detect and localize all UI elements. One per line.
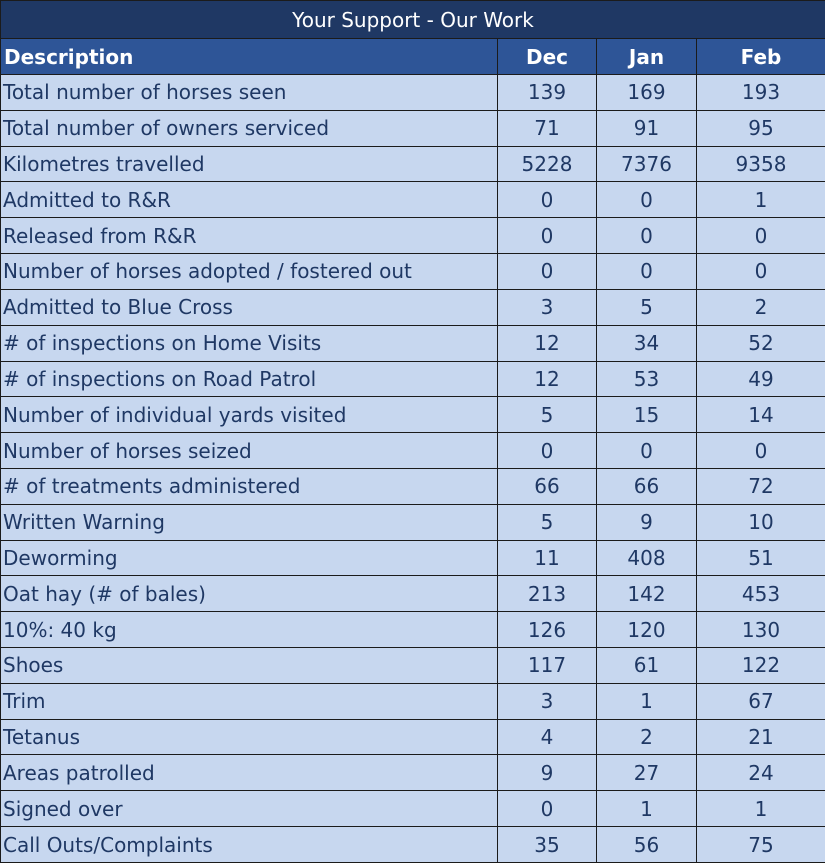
table-row	[1, 110, 825, 146]
table-row	[1, 75, 825, 111]
row-jan-value: 7376	[597, 146, 697, 182]
table-row	[1, 791, 825, 827]
row-dec-value: 66	[498, 468, 597, 504]
table-row	[1, 683, 825, 719]
row-dec-value: 3	[498, 683, 597, 719]
row-dec-value: 117	[498, 648, 597, 684]
row-dec-value: 0	[498, 791, 597, 827]
row-jan-value: 15	[597, 397, 697, 433]
row-feb-value: 2	[697, 289, 825, 325]
row-dec-value: 5	[498, 504, 597, 540]
row-description-cell: Tetanus	[1, 719, 498, 755]
row-feb-value: 24	[697, 755, 825, 791]
row-feb-value: 72	[697, 468, 825, 504]
row-description-cell: Written Warning	[1, 504, 498, 540]
row-feb-value: 95	[697, 110, 825, 146]
row-feb-value: 1	[697, 791, 825, 827]
table-row	[1, 361, 825, 397]
table-row	[1, 648, 825, 684]
table-title: Your Support - Our Work	[1, 1, 825, 39]
table-row	[1, 146, 825, 182]
row-feb-value: 21	[697, 719, 825, 755]
row-description-cell: 10%: 40 kg	[1, 612, 498, 648]
row-feb-value: 51	[697, 540, 825, 576]
row-feb-value: 130	[697, 612, 825, 648]
row-jan-value: 169	[597, 75, 697, 111]
row-feb-value: 0	[697, 254, 825, 290]
row-jan-value: 56	[597, 827, 697, 863]
row-description-cell: Deworming	[1, 540, 498, 576]
row-feb-value: 14	[697, 397, 825, 433]
row-feb-value: 10	[697, 504, 825, 540]
row-feb-value: 0	[697, 218, 825, 254]
table-row	[1, 218, 825, 254]
row-dec-value: 12	[498, 361, 597, 397]
row-jan-value: 53	[597, 361, 697, 397]
row-description-cell: Released from R&R	[1, 218, 498, 254]
row-dec-value: 71	[498, 110, 597, 146]
table-row	[1, 540, 825, 576]
row-jan-value: 9	[597, 504, 697, 540]
row-description-cell: Call Outs/Complaints	[1, 827, 498, 863]
row-jan-value: 0	[597, 182, 697, 218]
row-jan-value: 5	[597, 289, 697, 325]
row-dec-value: 9	[498, 755, 597, 791]
row-description-cell: Number of individual yards visited	[1, 397, 498, 433]
row-feb-value: 75	[697, 827, 825, 863]
table-row	[1, 182, 825, 218]
row-dec-value: 5228	[498, 146, 597, 182]
row-description-cell: Shoes	[1, 648, 498, 684]
row-dec-value: 35	[498, 827, 597, 863]
table-row	[1, 325, 825, 361]
table-row	[1, 433, 825, 469]
table-row	[1, 397, 825, 433]
row-description-cell: Total number of horses seen	[1, 75, 498, 111]
row-dec-value: 11	[498, 540, 597, 576]
row-dec-value: 0	[498, 254, 597, 290]
row-feb-value: 67	[697, 683, 825, 719]
row-feb-value: 49	[697, 361, 825, 397]
row-feb-value: 122	[697, 648, 825, 684]
column-header-feb: Feb	[697, 39, 825, 75]
row-dec-value: 3	[498, 289, 597, 325]
row-jan-value: 408	[597, 540, 697, 576]
row-description-cell: Number of horses adopted / fostered out	[1, 254, 498, 290]
table-row	[1, 289, 825, 325]
row-dec-value: 139	[498, 75, 597, 111]
row-jan-value: 0	[597, 254, 697, 290]
row-jan-value: 0	[597, 433, 697, 469]
row-dec-value: 0	[498, 433, 597, 469]
row-feb-value: 1	[697, 182, 825, 218]
column-header-description: Description	[1, 39, 498, 75]
row-description-cell: Signed over	[1, 791, 498, 827]
row-dec-value: 126	[498, 612, 597, 648]
row-dec-value: 5	[498, 397, 597, 433]
row-jan-value: 61	[597, 648, 697, 684]
row-feb-value: 0	[697, 433, 825, 469]
row-dec-value: 0	[498, 182, 597, 218]
row-description-cell: Total number of owners serviced	[1, 110, 498, 146]
column-header-jan: Jan	[597, 39, 697, 75]
table-row	[1, 719, 825, 755]
table-body	[1, 75, 825, 863]
row-jan-value: 0	[597, 218, 697, 254]
row-description-cell: # of inspections on Road Patrol	[1, 361, 498, 397]
row-description-cell: Admitted to Blue Cross	[1, 289, 498, 325]
table-row	[1, 827, 825, 863]
title-row	[1, 1, 825, 39]
row-jan-value: 66	[597, 468, 697, 504]
table-row	[1, 755, 825, 791]
row-jan-value: 1	[597, 683, 697, 719]
row-feb-value: 453	[697, 576, 825, 612]
table-row	[1, 504, 825, 540]
row-jan-value: 91	[597, 110, 697, 146]
row-dec-value: 12	[498, 325, 597, 361]
row-jan-value: 27	[597, 755, 697, 791]
table-row	[1, 612, 825, 648]
row-jan-value: 142	[597, 576, 697, 612]
row-description-cell: Areas patrolled	[1, 755, 498, 791]
row-description-cell: Oat hay (# of bales)	[1, 576, 498, 612]
row-feb-value: 52	[697, 325, 825, 361]
row-jan-value: 2	[597, 719, 697, 755]
row-jan-value: 120	[597, 612, 697, 648]
table-row	[1, 468, 825, 504]
table-row	[1, 254, 825, 290]
row-description-cell: Admitted to R&R	[1, 182, 498, 218]
column-header-dec: Dec	[498, 39, 597, 75]
row-description-cell: Number of horses seized	[1, 433, 498, 469]
row-dec-value: 4	[498, 719, 597, 755]
row-jan-value: 34	[597, 325, 697, 361]
row-description-cell: Kilometres travelled	[1, 146, 498, 182]
table-row	[1, 576, 825, 612]
row-feb-value: 9358	[697, 146, 825, 182]
row-description-cell: Trim	[1, 683, 498, 719]
row-jan-value: 1	[597, 791, 697, 827]
row-dec-value: 213	[498, 576, 597, 612]
header-row	[1, 39, 825, 75]
row-description-cell: # of treatments administered	[1, 468, 498, 504]
row-description-cell: # of inspections on Home Visits	[1, 325, 498, 361]
row-feb-value: 193	[697, 75, 825, 111]
row-dec-value: 0	[498, 218, 597, 254]
